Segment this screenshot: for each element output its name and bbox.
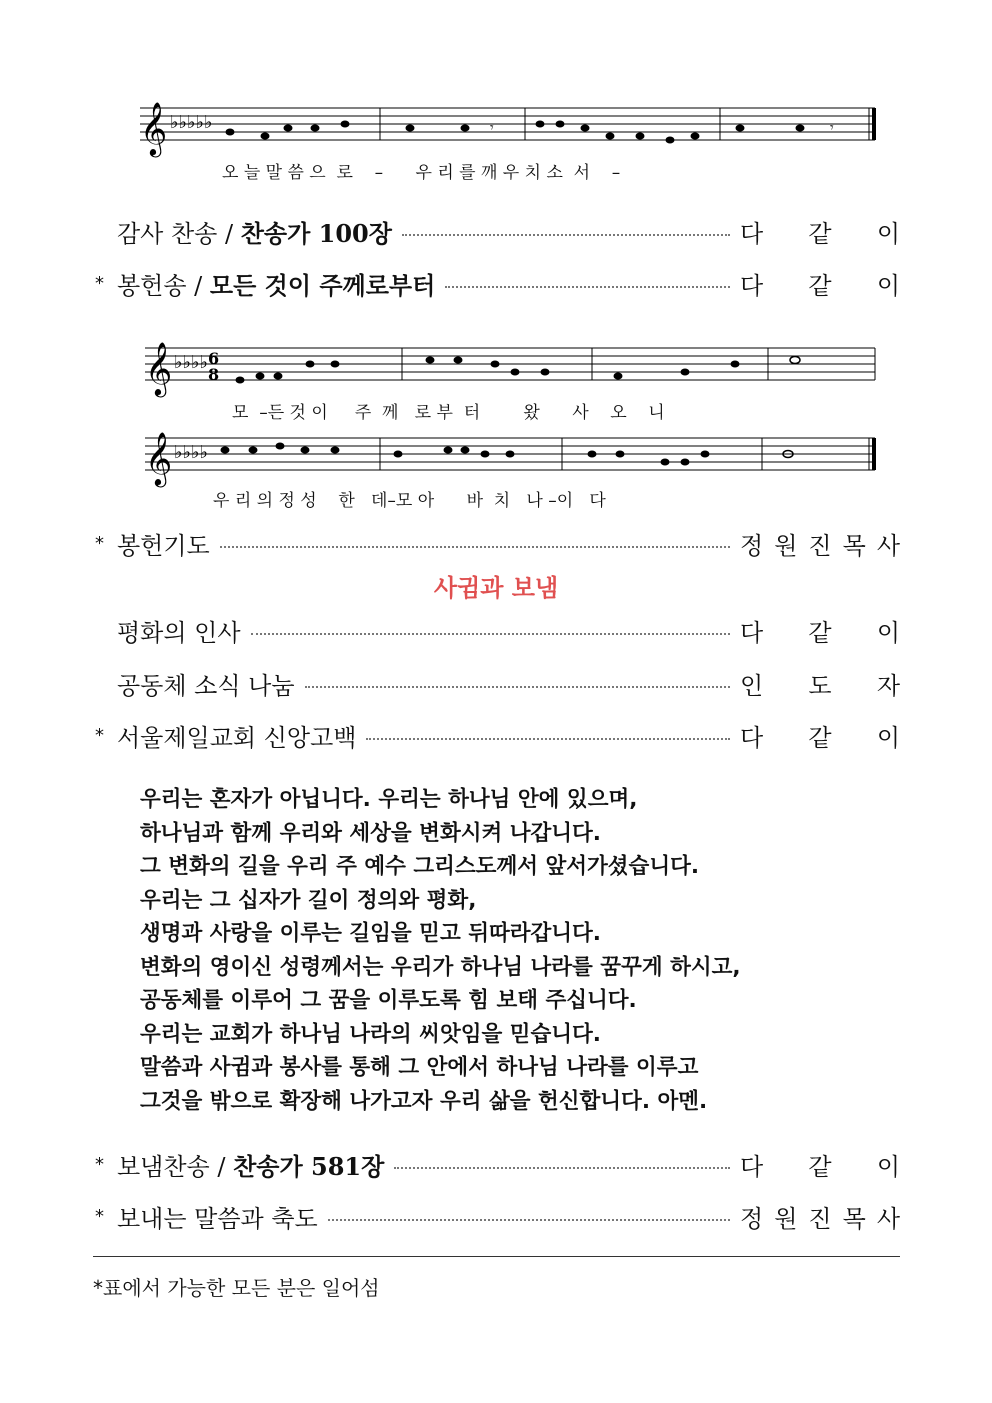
sending-hymn-row: * 보냄찬송 / 찬송가 581장 다 같 이 <box>95 1151 900 1181</box>
svg-text:𝄞: 𝄞 <box>145 341 173 395</box>
creed-line: 하나님과 함께 우리와 세상을 변화시켜 나갑니다. <box>140 820 601 846</box>
peace-greeting-row: 평화의 인사 다 같 이 <box>117 618 900 647</box>
creed-line: 우리는 그 십자가 길이 정의와 평화, <box>140 887 477 913</box>
creed-line: 그 변화의 길을 우리 주 예수 그리스도께서 앞서가셨습니다. <box>140 854 700 879</box>
svg-text:6: 6 <box>208 349 220 368</box>
score1-lyrics: 오 늘 말 씀 으 로 – 우 리 를 깨 우 치 소 서 – <box>222 163 621 183</box>
creed-line: 생명과 사랑을 이루는 길임을 믿고 뒤따라갑니다. <box>140 921 601 946</box>
creed-line: 변화의 영이신 성령께서는 우리가 하나님 나라를 꿈꾸게 하시고, <box>140 954 741 980</box>
score2-line2-lyrics: 우 리 의 정 성 한 데–모 아 바 치 나 –이 다 <box>213 491 606 511</box>
svg-text:♭♭♭♭♭: ♭♭♭♭♭ <box>170 112 213 133</box>
offering-prayer-row: * 봉헌기도 정 원 진 목 사 <box>95 531 900 560</box>
creed-line: 그것을 밖으로 확장해 나가고자 우리 삶을 헌신합니다. 아멘. <box>140 1088 708 1114</box>
benediction-row: * 보내는 말씀과 축도 정 원 진 목 사 <box>95 1204 900 1233</box>
creed-row: * 서울제일교회 신앙고백 다 같 이 <box>95 723 900 752</box>
creed-text <box>140 783 741 1118</box>
creed-line: 우리는 혼자가 아닙니다. 우리는 하나님 안에 있으며, <box>140 787 638 812</box>
svg-text:♭♭♭♭: ♭♭♭♭ <box>174 352 208 373</box>
footnote: *표에서 가능한 모든 분은 일어섬 <box>93 1276 380 1300</box>
music-staff-2b <box>140 428 880 488</box>
svg-text:♭♭♭♭: ♭♭♭♭ <box>174 442 208 463</box>
community-news-row: 공동체 소식 나눔 인 도 자 <box>117 671 900 700</box>
score2-line1-lyrics: 모 –든 것 이 주 께 로 부 터 왔 사 오 니 <box>232 403 665 423</box>
section-title: 사귐과 보냄 <box>433 574 559 602</box>
offering-song-row: * 봉헌송 / 모든 것이 주께로부터 다 같 이 <box>95 270 900 300</box>
creed-line: 말씀과 사귐과 봉사를 통해 그 안에서 하나님 나라를 이루고 <box>140 1055 699 1080</box>
divider <box>93 1256 900 1257</box>
svg-text:𝄾: 𝄾 <box>830 120 834 136</box>
music-staff-2a <box>140 338 880 398</box>
creed-line: 공동체를 이루어 그 꿈을 이루도록 힘 보태 주십니다. <box>140 988 637 1013</box>
svg-text:8: 8 <box>208 365 220 384</box>
svg-text:𝄞: 𝄞 <box>145 431 173 485</box>
thanks-hymn-row: 감사 찬송 / 찬송가 100장 다 같 이 <box>117 218 900 248</box>
creed-line: 우리는 교회가 하나님 나라의 씨앗임을 믿습니다. <box>140 1021 601 1047</box>
svg-text:𝄞: 𝄞 <box>140 101 168 155</box>
svg-text:𝄾: 𝄾 <box>490 120 494 136</box>
